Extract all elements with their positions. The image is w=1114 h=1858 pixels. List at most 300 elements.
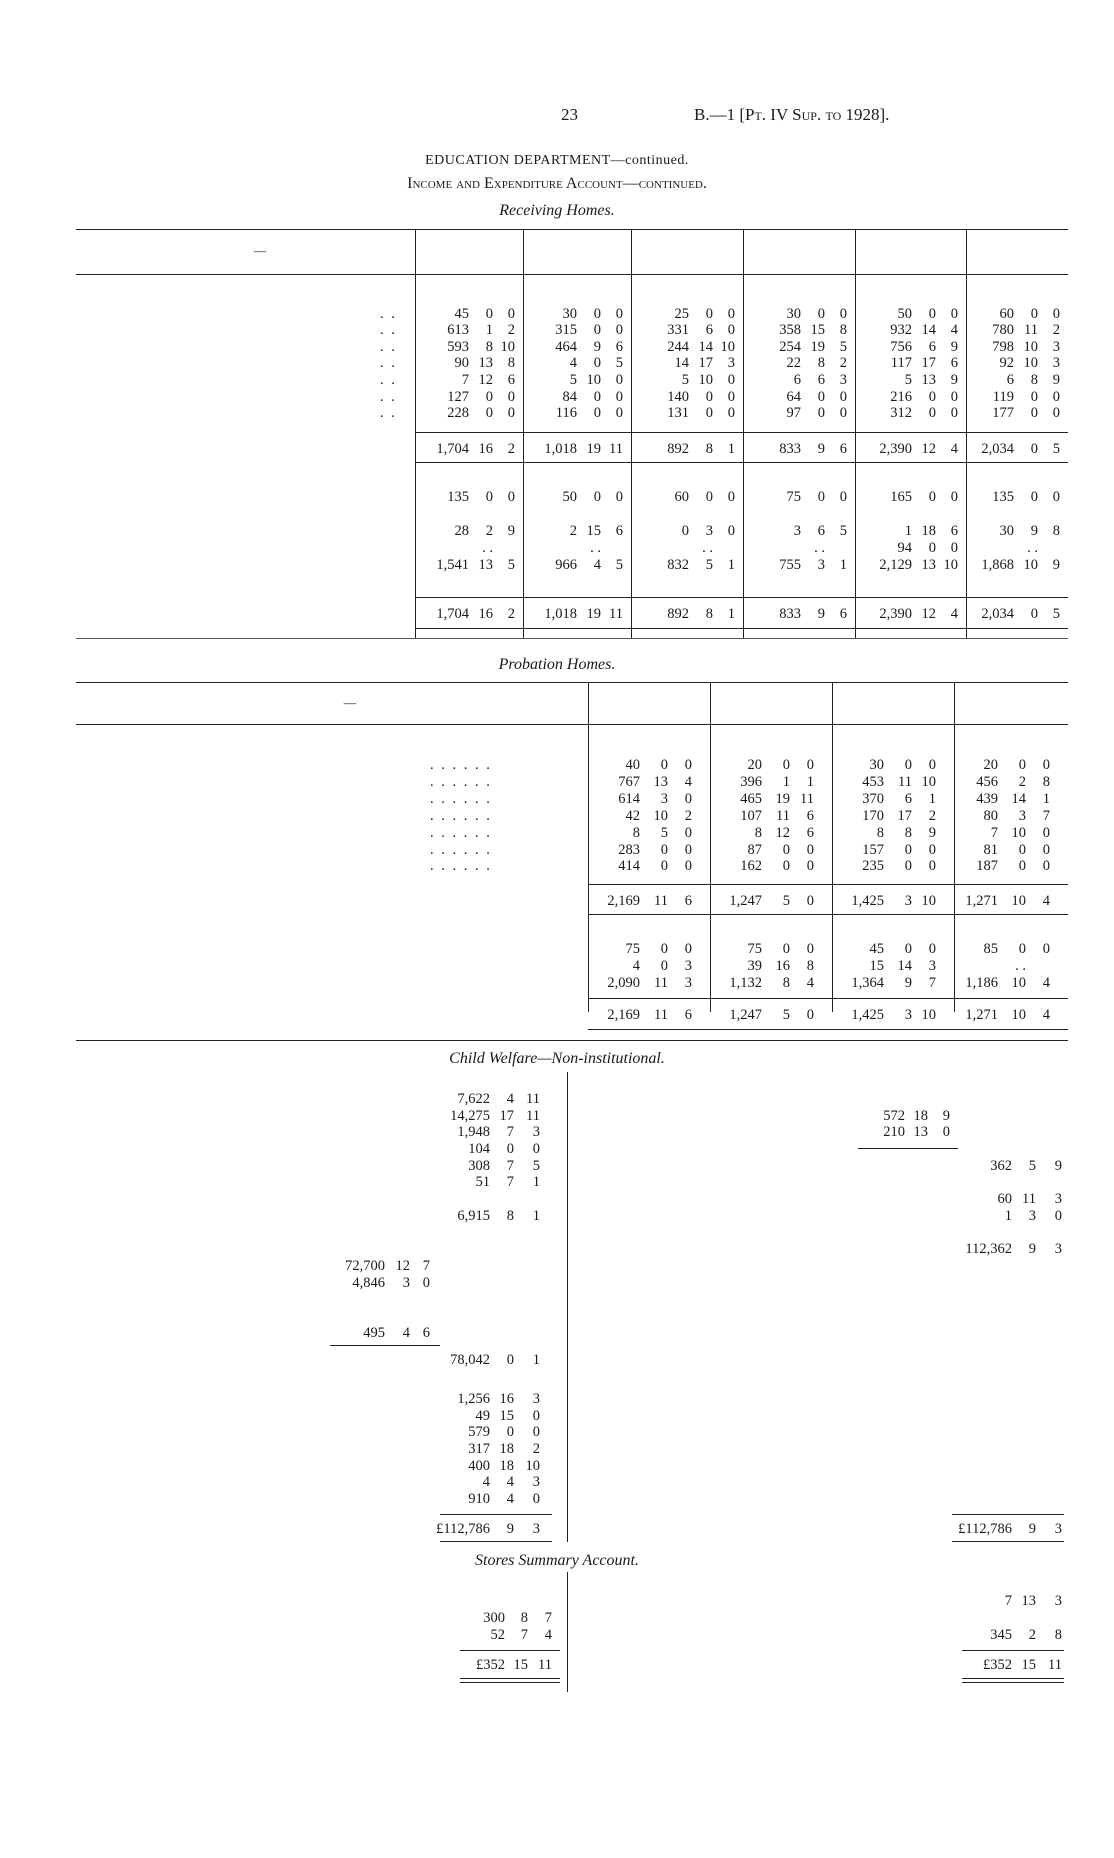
probation-inc-total-pence: 10 xyxy=(921,1007,936,1023)
welfare-inc-value-pounds: 60 xyxy=(997,1191,1012,1207)
probation-value-pence: 0 xyxy=(928,757,936,773)
receiving-value-pounds: 7 xyxy=(461,372,469,388)
receiving-value-shillings: 0 xyxy=(485,489,493,505)
receiving-value-shillings: 6 xyxy=(817,372,825,388)
probation-value-shillings: 0 xyxy=(904,858,912,874)
probation-value-shillings: 0 xyxy=(1018,941,1026,957)
welfare-exp-value-pence: 10 xyxy=(525,1458,540,1474)
probation-value-shillings: 11 xyxy=(898,774,912,790)
receiving-value-pounds: 4 xyxy=(569,355,577,371)
receiving-value-pence: 5 xyxy=(507,557,515,573)
receiving-value-shillings: 19 xyxy=(810,339,825,355)
receiving-value-pounds: 5 xyxy=(681,372,689,388)
receiving-subtotal-rule-2 xyxy=(415,597,1068,598)
receiving-value-pounds: 358 xyxy=(779,322,801,338)
probation-value-shillings: 8 xyxy=(904,825,912,841)
probation-exp-total-shillings: 11 xyxy=(654,893,668,909)
receiving-inc-total-shillings: 8 xyxy=(705,606,713,622)
probation-value-pounds: 40 xyxy=(625,757,640,773)
welfare-exp-value-shillings: 18 xyxy=(499,1458,514,1474)
probation-value-pounds: 283 xyxy=(618,842,640,858)
probation-value-pence: 0 xyxy=(1042,858,1050,874)
leader-dots: . . . . . . xyxy=(430,842,492,858)
stores-exp-rule xyxy=(460,1650,560,1651)
receiving-col-divider xyxy=(415,229,416,639)
receiving-value-shillings: 13 xyxy=(921,372,936,388)
receiving-value-pounds: 932 xyxy=(890,322,912,338)
welfare-exp-value-pence: 0 xyxy=(532,1424,540,1440)
stores-exp-total-pence: 11 xyxy=(538,1657,552,1673)
probation-bottom-rule xyxy=(588,1029,1068,1030)
probation-value-shillings: 10 xyxy=(653,808,668,824)
page-number: 23 xyxy=(561,105,578,124)
welfare-inc-value-pence: 3 xyxy=(1054,1191,1062,1207)
receiving-value-pence: 9 xyxy=(1052,557,1060,573)
welfare-exp-value-pence: 0 xyxy=(532,1408,540,1424)
stores-exp-bottom-rule-2 xyxy=(460,1682,560,1683)
welfare-center-divider xyxy=(567,1072,568,1542)
receiving-value-shillings: 0 xyxy=(817,489,825,505)
welfare-exp-bottom-rule xyxy=(440,1541,552,1542)
receiving-value-pounds: 780 xyxy=(992,322,1014,338)
receiving-value-pence: 6 xyxy=(507,372,515,388)
probation-value-shillings: 0 xyxy=(660,842,668,858)
receiving-value-shillings: 8 xyxy=(485,339,493,355)
stores-title: Stores Summary Account. xyxy=(475,1552,639,1569)
receiving-value-pounds: 119 xyxy=(992,389,1014,405)
welfare-inc-bottom-rule xyxy=(952,1541,1064,1542)
receiving-col-divider xyxy=(743,229,744,639)
receiving-exp-total-shillings: 0 xyxy=(1030,441,1038,457)
receiving-value-pounds: 97 xyxy=(786,405,801,421)
probation-value-pounds: 170 xyxy=(862,808,884,824)
receiving-value-shillings: 0 xyxy=(817,306,825,322)
welfare-exp-value-pounds: 579 xyxy=(468,1424,490,1440)
probation-value-shillings: 1 xyxy=(782,774,790,790)
receiving-value-pence: 5 xyxy=(615,557,623,573)
receiving-value-pounds: 6 xyxy=(793,372,801,388)
probation-value-pounds: 45 xyxy=(869,941,884,957)
welfare-exp-value-pence: 3 xyxy=(532,1391,540,1407)
receiving-value-pence: 1 xyxy=(727,557,735,573)
receiving-value-shillings: 3 xyxy=(705,523,713,539)
welfare-exp-value-pounds: 1,256 xyxy=(457,1391,490,1407)
probation-value-pounds: 107 xyxy=(740,808,762,824)
receiving-value-pounds: 0 xyxy=(681,523,689,539)
welfare-inc-value-pounds: 112,362 xyxy=(965,1241,1012,1257)
probation-exp-total-shillings: 3 xyxy=(904,893,912,909)
receiving-value-shillings: 13 xyxy=(921,557,936,573)
receiving-inc-total-pence: 2 xyxy=(507,606,515,622)
receiving-value-pence: 6 xyxy=(615,339,623,355)
probation-value-pence: 0 xyxy=(1042,757,1050,773)
receiving-value-pounds: 45 xyxy=(454,306,469,322)
welfare-exp-value-pounds: 49 xyxy=(475,1408,490,1424)
welfare-exp-value-shillings: 4 xyxy=(506,1491,514,1507)
probation-inc-total-pounds: 1,247 xyxy=(729,1007,762,1023)
receiving-value-pence: 9 xyxy=(950,339,958,355)
probation-value-shillings: 11 xyxy=(654,975,668,991)
receiving-value-shillings: 0 xyxy=(928,306,936,322)
probation-value-pence: 0 xyxy=(684,757,692,773)
department-title: EDUCATION DEPARTMENT—continued. xyxy=(425,153,689,168)
welfare-recoveries-rule xyxy=(858,1148,958,1149)
receiving-value-pence: 0 xyxy=(839,389,847,405)
receiving-value-pence: 0 xyxy=(727,405,735,421)
receiving-value-pounds: 135 xyxy=(447,489,469,505)
stores-exp-total-pounds: £352 xyxy=(476,1657,505,1673)
welfare-exp-value-pounds: 78,042 xyxy=(450,1352,490,1368)
receiving-value-pence: 6 xyxy=(950,355,958,371)
welfare-boarded-value-pence: 6 xyxy=(422,1325,430,1341)
receiving-value-pence: 0 xyxy=(727,389,735,405)
probation-value-pounds: 1,364 xyxy=(851,975,884,991)
probation-value-pence: 4 xyxy=(684,774,692,790)
receiving-value-shillings: 6 xyxy=(928,339,936,355)
welfare-exp-value-shillings: 0 xyxy=(506,1141,514,1157)
receiving-value-shillings: 3 xyxy=(817,557,825,573)
receiving-value-shillings: . . xyxy=(702,540,713,556)
welfare-exp-value-shillings: 0 xyxy=(506,1352,514,1368)
receiving-inc-total-shillings: 12 xyxy=(921,606,936,622)
probation-value-shillings: 2 xyxy=(1018,774,1026,790)
receiving-value-shillings: 8 xyxy=(817,355,825,371)
welfare-exp-value-pence: 0 xyxy=(532,1491,540,1507)
probation-exp-total-shillings: 5 xyxy=(782,893,790,909)
receiving-value-pounds: 25 xyxy=(674,306,689,322)
welfare-inc-total-pounds: £112,786 xyxy=(958,1521,1012,1537)
receiving-value-pounds: 165 xyxy=(890,489,912,505)
receiving-value-shillings: 5 xyxy=(705,557,713,573)
probation-inc-total-pence: 4 xyxy=(1042,1007,1050,1023)
probation-value-pence: 0 xyxy=(684,842,692,858)
receiving-total-rule xyxy=(415,462,1068,463)
receiving-value-shillings: 0 xyxy=(1030,489,1038,505)
welfare-exp-value-pence: 5 xyxy=(532,1158,540,1174)
receiving-value-pence: 8 xyxy=(1052,523,1060,539)
welfare-exp-value-pence: 1 xyxy=(532,1352,540,1368)
receiving-value-pence: 0 xyxy=(950,489,958,505)
welfare-exp-value-pounds: 910 xyxy=(468,1491,490,1507)
receiving-value-pence: 3 xyxy=(1052,339,1060,355)
stores-inc-total-pence: 11 xyxy=(1048,1657,1062,1673)
page-reference: B.—1 [Pt. IV Sup. to 1928]. xyxy=(694,105,890,124)
probation-title: Probation Homes. xyxy=(498,656,616,673)
receiving-value-pounds: 14 xyxy=(674,355,689,371)
receiving-value-pence: 6 xyxy=(615,523,623,539)
stores-inc-total-shillings: 15 xyxy=(1021,1657,1036,1673)
receiving-inc-total-pence: 4 xyxy=(950,606,958,622)
welfare-exp-value-shillings: 16 xyxy=(499,1391,514,1407)
receiving-value-pence: 0 xyxy=(615,306,623,322)
probation-value-pounds: 81 xyxy=(983,842,998,858)
receiving-value-pounds: 22 xyxy=(786,355,801,371)
receiving-value-shillings: . . xyxy=(1027,540,1038,556)
receiving-value-pounds: 28 xyxy=(454,523,469,539)
welfare-boarded-value-pounds: 495 xyxy=(363,1325,385,1341)
probation-top-rule xyxy=(76,682,1068,683)
probation-value-pence: 2 xyxy=(684,808,692,824)
welfare-boarded-value-shillings: 3 xyxy=(402,1275,410,1291)
receiving-value-pounds: 832 xyxy=(667,557,689,573)
receiving-value-pence: 0 xyxy=(507,489,515,505)
receiving-value-shillings: 15 xyxy=(586,523,601,539)
receiving-value-shillings: 6 xyxy=(705,322,713,338)
leader-dots: . . xyxy=(380,389,397,405)
receiving-value-pounds: 464 xyxy=(555,339,577,355)
probation-value-pence: 0 xyxy=(684,858,692,874)
receiving-value-shillings: . . xyxy=(482,540,493,556)
receiving-inc-total-shillings: 0 xyxy=(1030,606,1038,622)
receiving-value-pounds: 613 xyxy=(447,322,469,338)
probation-value-shillings: 0 xyxy=(1018,757,1026,773)
welfare-recoveries-value-pence: 9 xyxy=(942,1108,950,1124)
receiving-value-pounds: 75 xyxy=(786,489,801,505)
receiving-value-pence: 0 xyxy=(1052,405,1060,421)
probation-value-shillings: 0 xyxy=(904,842,912,858)
probation-value-pence: 10 xyxy=(921,774,936,790)
receiving-value-pence: 8 xyxy=(839,322,847,338)
receiving-value-pounds: 2 xyxy=(569,523,577,539)
receiving-value-shillings: 0 xyxy=(928,405,936,421)
welfare-inc-value-shillings: 3 xyxy=(1028,1208,1036,1224)
stores-inc-value-pence: 3 xyxy=(1054,1593,1062,1609)
receiving-value-pounds: 1 xyxy=(904,523,912,539)
welfare-inc-total-rule xyxy=(952,1514,1064,1515)
probation-value-pounds: 87 xyxy=(747,842,762,858)
welfare-exp-value-pence: 1 xyxy=(532,1208,540,1224)
receiving-exp-total-pounds: 1,018 xyxy=(544,441,577,457)
receiving-value-pounds: 1,868 xyxy=(981,557,1014,573)
receiving-value-pounds: 127 xyxy=(447,389,469,405)
welfare-inc-value-pounds: 362 xyxy=(990,1158,1012,1174)
probation-value-pence: 3 xyxy=(684,958,692,974)
probation-value-pounds: 30 xyxy=(869,757,884,773)
receiving-value-shillings: 18 xyxy=(921,523,936,539)
receiving-value-shillings: 0 xyxy=(928,489,936,505)
welfare-inc-value-shillings: 11 xyxy=(1022,1191,1036,1207)
leader-dots: . . . . . . xyxy=(430,757,492,773)
receiving-value-shillings: 9 xyxy=(593,339,601,355)
probation-dash: — xyxy=(343,696,357,710)
receiving-value-pounds: 177 xyxy=(992,405,1014,421)
probation-value-shillings: 16 xyxy=(775,958,790,974)
receiving-value-pounds: 90 xyxy=(454,355,469,371)
receiving-value-pounds: 2,129 xyxy=(879,557,912,573)
probation-value-shillings: . . xyxy=(1015,958,1026,974)
receiving-value-pence: 0 xyxy=(1052,489,1060,505)
receiving-value-pence: 0 xyxy=(950,389,958,405)
account-title: Income and Expenditure Account—continued. xyxy=(407,175,707,192)
probation-exp-total-pounds: 1,271 xyxy=(965,893,998,909)
probation-value-pence: 2 xyxy=(928,808,936,824)
receiving-value-shillings: 0 xyxy=(705,306,713,322)
receiving-value-pounds: 6 xyxy=(1006,372,1014,388)
receiving-value-shillings: 17 xyxy=(698,355,713,371)
welfare-boarded-value-pounds: 72,700 xyxy=(345,1258,385,1274)
probation-value-pounds: 396 xyxy=(740,774,762,790)
receiving-value-pounds: 593 xyxy=(447,339,469,355)
probation-value-shillings: 8 xyxy=(782,975,790,991)
receiving-value-shillings: 0 xyxy=(593,306,601,322)
receiving-value-shillings: 10 xyxy=(586,372,601,388)
welfare-inc-value-shillings: 5 xyxy=(1028,1158,1036,1174)
probation-value-pence: 3 xyxy=(928,958,936,974)
receiving-value-pounds: 244 xyxy=(667,339,689,355)
probation-value-pounds: 465 xyxy=(740,791,762,807)
probation-value-pounds: 8 xyxy=(754,825,762,841)
stores-exp-value-shillings: 8 xyxy=(520,1610,528,1626)
probation-value-shillings: 14 xyxy=(1011,791,1026,807)
receiving-value-shillings: 0 xyxy=(593,489,601,505)
probation-inc-total-shillings: 11 xyxy=(654,1007,668,1023)
receiving-value-pence: 0 xyxy=(507,389,515,405)
receiving-value-shillings: 0 xyxy=(485,306,493,322)
receiving-value-shillings: 14 xyxy=(921,322,936,338)
probation-value-pence: 3 xyxy=(684,975,692,991)
receiving-value-pence: 0 xyxy=(727,523,735,539)
receiving-value-shillings: 0 xyxy=(485,405,493,421)
probation-value-pounds: 439 xyxy=(976,791,998,807)
probation-value-pence: 1 xyxy=(928,791,936,807)
receiving-inc-total-pounds: 1,018 xyxy=(544,606,577,622)
stores-exp-value-pence: 7 xyxy=(544,1610,552,1626)
welfare-exp-value-shillings: 7 xyxy=(506,1174,514,1190)
probation-value-pounds: 162 xyxy=(740,858,762,874)
probation-value-pence: 6 xyxy=(806,808,814,824)
probation-value-shillings: 9 xyxy=(904,975,912,991)
probation-inc-total-pence: 6 xyxy=(684,1007,692,1023)
welfare-exp-value-shillings: 15 xyxy=(499,1408,514,1424)
stores-inc-value-shillings: 2 xyxy=(1028,1627,1036,1643)
probation-value-pence: 8 xyxy=(1042,774,1050,790)
leader-dots: . . xyxy=(380,372,397,388)
probation-value-pounds: 7 xyxy=(990,825,998,841)
leader-dots: . . xyxy=(380,355,397,371)
stores-exp-bottom-rule xyxy=(460,1678,560,1679)
welfare-boarded-value-shillings: 4 xyxy=(402,1325,410,1341)
welfare-exp-value-pence: 2 xyxy=(532,1441,540,1457)
welfare-exp-value-pounds: 14,275 xyxy=(450,1108,490,1124)
receiving-value-pence: 0 xyxy=(1052,389,1060,405)
receiving-value-pence: 0 xyxy=(727,372,735,388)
probation-inc-total-pounds: 1,425 xyxy=(851,1007,884,1023)
receiving-value-pence: 0 xyxy=(507,405,515,421)
probation-value-shillings: 0 xyxy=(782,858,790,874)
receiving-exp-total-shillings: 8 xyxy=(705,441,713,457)
welfare-exp-value-shillings: 18 xyxy=(499,1441,514,1457)
stores-exp-value-pounds: 300 xyxy=(483,1610,505,1626)
receiving-inc-total-pounds: 892 xyxy=(667,606,689,622)
receiving-value-pounds: 331 xyxy=(667,322,689,338)
probation-value-shillings: 3 xyxy=(660,791,668,807)
probation-value-shillings: 19 xyxy=(775,791,790,807)
receiving-value-shillings: 0 xyxy=(705,389,713,405)
receiving-value-pounds: 131 xyxy=(667,405,689,421)
welfare-exp-value-shillings: 4 xyxy=(506,1474,514,1490)
receiving-value-pounds: 60 xyxy=(674,489,689,505)
receiving-value-pence: 0 xyxy=(615,372,623,388)
probation-value-shillings: 0 xyxy=(1018,858,1026,874)
probation-value-shillings: 0 xyxy=(904,757,912,773)
leader-dots: . . xyxy=(380,405,397,421)
receiving-value-pounds: 50 xyxy=(562,489,577,505)
probation-value-shillings: 17 xyxy=(897,808,912,824)
receiving-value-shillings: 0 xyxy=(928,540,936,556)
welfare-inc-total-pence: 3 xyxy=(1054,1521,1062,1537)
receiving-title: Receiving Homes. xyxy=(499,202,615,219)
welfare-exp-value-shillings: 17 xyxy=(499,1108,514,1124)
receiving-value-shillings: 17 xyxy=(921,355,936,371)
welfare-exp-value-pounds: 51 xyxy=(475,1174,490,1190)
receiving-value-pence: 0 xyxy=(615,405,623,421)
stores-inc-bottom-rule-2 xyxy=(962,1682,1064,1683)
receiving-dash: — xyxy=(253,244,267,258)
welfare-exp-value-pence: 3 xyxy=(532,1124,540,1140)
receiving-inc-total-pounds: 833 xyxy=(779,606,801,622)
receiving-inc-total-pounds: 2,390 xyxy=(879,606,912,622)
welfare-top-rule xyxy=(76,1040,1068,1041)
receiving-exp-total-pence: 5 xyxy=(1052,441,1060,457)
welfare-exp-total-shillings: 9 xyxy=(506,1521,514,1537)
receiving-exp-total-pence: 11 xyxy=(609,441,623,457)
receiving-exp-total-pounds: 2,390 xyxy=(879,441,912,457)
receiving-value-shillings: 0 xyxy=(593,355,601,371)
receiving-value-pence: 0 xyxy=(727,306,735,322)
probation-value-pence: 4 xyxy=(1042,975,1050,991)
receiving-value-shillings: . . xyxy=(590,540,601,556)
receiving-value-shillings: 13 xyxy=(478,557,493,573)
leader-dots: . . xyxy=(380,339,397,355)
receiving-value-pounds: 5 xyxy=(904,372,912,388)
probation-value-pounds: 39 xyxy=(747,958,762,974)
probation-value-pence: 0 xyxy=(928,842,936,858)
stores-inc-bottom-rule xyxy=(962,1678,1064,1679)
probation-value-pence: 4 xyxy=(806,975,814,991)
welfare-recoveries-value-shillings: 13 xyxy=(913,1124,928,1140)
receiving-value-pounds: 94 xyxy=(897,540,912,556)
probation-value-pounds: 85 xyxy=(983,941,998,957)
welfare-boarded-rule xyxy=(330,1345,440,1346)
probation-value-pence: 0 xyxy=(928,941,936,957)
probation-value-pounds: 456 xyxy=(976,774,998,790)
receiving-value-shillings: 13 xyxy=(478,355,493,371)
probation-value-pounds: 42 xyxy=(625,808,640,824)
receiving-value-pence: 0 xyxy=(839,489,847,505)
probation-value-pounds: 80 xyxy=(983,808,998,824)
receiving-exp-total-pounds: 2,034 xyxy=(981,441,1014,457)
probation-value-pounds: 767 xyxy=(618,774,640,790)
probation-exp-total-pounds: 1,425 xyxy=(851,893,884,909)
probation-value-shillings: 0 xyxy=(660,858,668,874)
receiving-top-rule xyxy=(76,229,1068,230)
receiving-value-pence: 0 xyxy=(1052,306,1060,322)
leader-dots: . . . . . . xyxy=(430,808,492,824)
probation-value-shillings: 6 xyxy=(904,791,912,807)
receiving-value-pence: 3 xyxy=(1052,355,1060,371)
probation-value-pence: 7 xyxy=(1042,808,1050,824)
welfare-exp-value-pounds: 6,915 xyxy=(457,1208,490,1224)
probation-value-pounds: 4 xyxy=(632,958,640,974)
receiving-value-shillings: 0 xyxy=(593,405,601,421)
receiving-inc-total-pounds: 2,034 xyxy=(981,606,1014,622)
probation-value-pence: 7 xyxy=(928,975,936,991)
receiving-value-pence: 5 xyxy=(615,355,623,371)
receiving-value-pounds: 140 xyxy=(667,389,689,405)
welfare-exp-value-pence: 0 xyxy=(532,1141,540,1157)
probation-value-pounds: 8 xyxy=(632,825,640,841)
receiving-value-pence: 2 xyxy=(1052,322,1060,338)
